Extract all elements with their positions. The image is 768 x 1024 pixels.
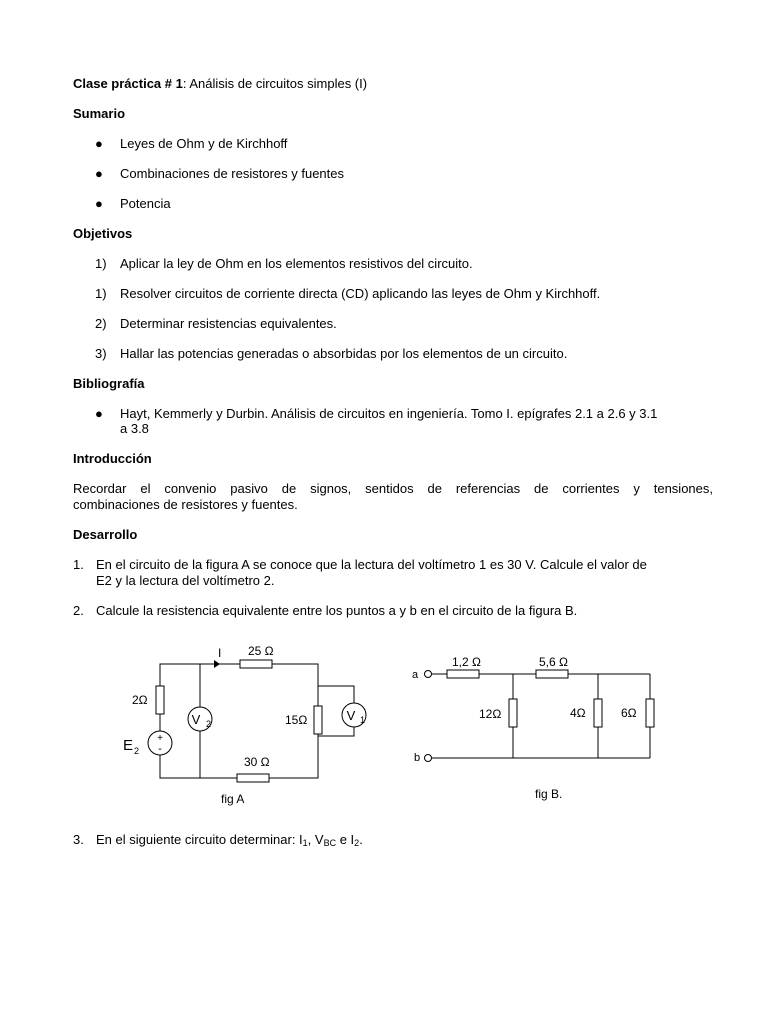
source-sub: 2 <box>134 746 140 756</box>
bibliografia-heading: Bibliografía <box>73 376 145 391</box>
source-plus: + <box>157 733 163 744</box>
terminal-b <box>425 755 432 762</box>
terminal-a <box>425 671 432 678</box>
source-label: E <box>123 737 134 754</box>
current-label: I <box>218 646 222 660</box>
figure-a-circuit <box>120 638 370 810</box>
v1-sub: 1 <box>360 715 366 725</box>
bullet-icon: ● <box>95 196 103 211</box>
objetivos-heading: Objetivos <box>73 226 133 241</box>
page-title <box>73 76 367 92</box>
r1-label: 1,2 Ω <box>452 655 481 669</box>
node-b-label: b <box>414 752 421 764</box>
bullet-icon: ● <box>95 166 103 181</box>
resistor-5-6 <box>536 670 568 678</box>
desarrollo-heading: Desarrollo <box>73 527 138 542</box>
node-a-label: a <box>412 669 419 681</box>
title-rest: : Análisis de circuitos simples (I) <box>182 76 368 91</box>
title-bold: Clase práctica # 1 <box>73 76 183 91</box>
resistor-25 <box>240 660 272 668</box>
resistor-1-2 <box>447 670 479 678</box>
figure-b-circuit <box>408 648 668 808</box>
r-bottom-label: 30 Ω <box>244 755 270 769</box>
r2-label: 5,6 Ω <box>539 655 568 669</box>
r5-label: 6Ω <box>621 706 637 720</box>
introduccion-line2: combinaciones de resistores y fuentes. <box>73 497 298 512</box>
fig-b-caption: fig B. <box>535 787 563 801</box>
v2-sub: 2 <box>206 719 212 729</box>
resistor-4 <box>594 699 602 727</box>
r-top-label: 25 Ω <box>248 644 274 658</box>
r-left-label: 2Ω <box>132 693 148 707</box>
resistor-6 <box>646 699 654 727</box>
v2-label: V <box>191 712 201 727</box>
bullet-icon: ● <box>95 136 103 151</box>
introduccion-line1: Recordar el convenio pasivo de signos, sentidos de referencias de corrientes y tensiones, <box>73 481 713 496</box>
resistor-12 <box>509 699 517 727</box>
resistor-30 <box>237 774 269 782</box>
resistor-15 <box>314 706 322 734</box>
sumario-heading: Sumario <box>73 106 126 121</box>
resistor-2 <box>156 686 164 714</box>
v1-label: V <box>346 708 356 723</box>
fig-a-caption: fig A <box>221 792 245 806</box>
r-right-label: 15Ω <box>285 713 308 727</box>
bullet-icon: ● <box>95 406 103 421</box>
r4-label: 4Ω <box>570 706 586 720</box>
introduccion-heading: Introducción <box>73 451 152 466</box>
r3-label: 12Ω <box>479 707 502 721</box>
source-minus: - <box>158 743 162 755</box>
current-arrow-icon <box>214 660 220 668</box>
